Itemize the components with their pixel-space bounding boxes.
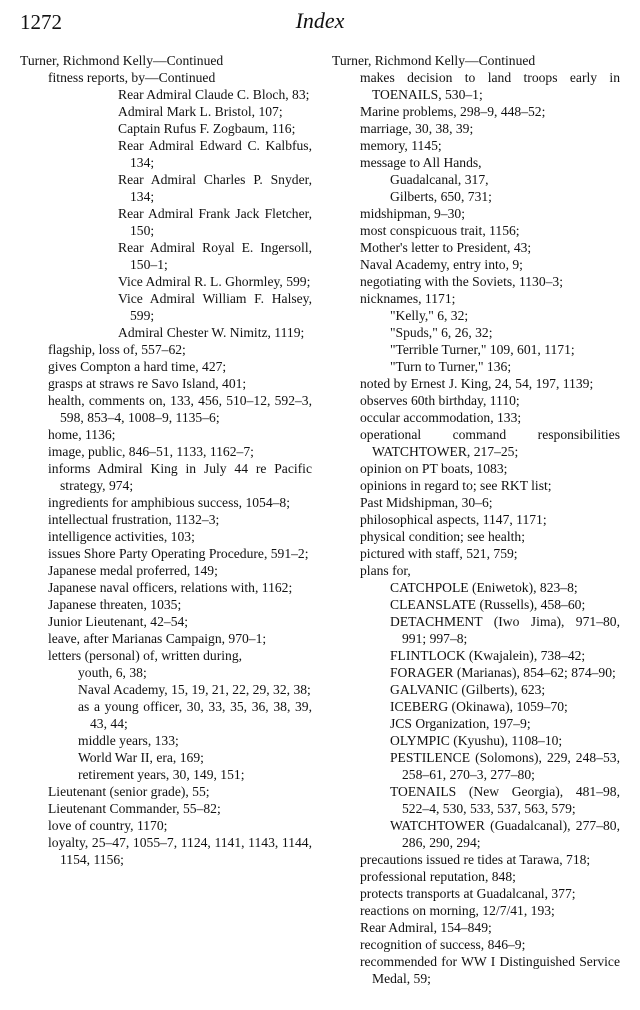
index-entry: reactions on morning, 12/7/41, 193; <box>360 903 555 918</box>
page-number: 1272 <box>20 10 62 34</box>
index-entry: Rear Admiral Edward C. Kalbfus, 134; <box>118 138 312 170</box>
index-entry: "Turn to Turner," 136; <box>390 359 512 374</box>
index-entry: Admiral Mark L. Bristol, 107; <box>118 104 283 119</box>
index-entry: GALVANIC (Gilberts), 623; <box>390 682 546 697</box>
index-entry: negotiating with the Soviets, 1130–3; <box>360 274 564 289</box>
index-entry: DETACHMENT (Iwo Jima), 971–80, 991; 997–8; <box>390 614 620 646</box>
index-entry: Vice Admiral William F. Halsey, 599; <box>118 291 312 323</box>
index-entry: World War II, era, 169; <box>78 750 204 765</box>
index-entry: opinions in regard to; see RKT list; <box>360 478 552 493</box>
index-entry: WATCHTOWER (Guadalcanal), 277–80, 286, 290, 294; <box>390 818 620 850</box>
index-entry: plans for, <box>360 563 411 578</box>
index-entry: love of country, 1170; <box>48 818 168 833</box>
index-entry: grasps at straws re Savo Island, 401; <box>48 376 247 391</box>
index-entry: Admiral Chester W. Nimitz, 1119; <box>118 325 305 340</box>
index-entry: OLYMPIC (Kyushu), 1108–10; <box>390 733 563 748</box>
index-entry: observes 60th birthday, 1110; <box>360 393 520 408</box>
index-entry: "Terrible Turner," 109, 601, 1171; <box>390 342 575 357</box>
index-column-left <box>20 52 312 868</box>
index-entries <box>332 69 620 987</box>
index-entry: Japanese medal proferred, 149; <box>48 563 218 578</box>
index-entry: memory, 1145; <box>360 138 442 153</box>
index-entry: makes decision to land troops early in TOENAILS, 530–1; <box>360 70 620 102</box>
index-entry: noted by Ernest J. King, 24, 54, 197, 1139; <box>360 376 594 391</box>
index-entry: Rear Admiral Frank Jack Fletcher, 150; <box>118 206 312 238</box>
index-entry: gives Compton a hard time, 427; <box>48 359 227 374</box>
index-entry: marriage, 30, 38, 39; <box>360 121 474 136</box>
index-entry: youth, 6, 38; <box>78 665 147 680</box>
index-entry: letters (personal) of, written during, <box>48 648 243 663</box>
index-entry: informs Admiral King in July 44 re Pacific strategy, 974; <box>48 461 312 493</box>
index-entry: Naval Academy, entry into, 9; <box>360 257 523 272</box>
index-entry: pictured with staff, 521, 759; <box>360 546 518 561</box>
index-entry: PESTILENCE (Solomons), 229, 248–53, 258–61, 270–3, 277–80; <box>390 750 620 782</box>
index-entry: Mother's letter to President, 43; <box>360 240 532 255</box>
index-entry: occular accommodation, 133; <box>360 410 522 425</box>
index-heading: Turner, Richmond Kelly—Continued <box>332 53 536 68</box>
index-entry: Lieutenant Commander, 55–82; <box>48 801 221 816</box>
index-entry: Junior Lieutenant, 42–54; <box>48 614 189 629</box>
index-entry: Rear Admiral Charles P. Snyder, 134; <box>118 172 312 204</box>
index-entry: as a young officer, 30, 33, 35, 36, 38, 39, 43, 44; <box>78 699 312 731</box>
index-entry: nicknames, 1171; <box>360 291 456 306</box>
index-entry: midshipman, 9–30; <box>360 206 465 221</box>
index-entry: loyalty, 25–47, 1055–7, 1124, 1141, 1143, 1144, 1154, 1156; <box>48 835 312 867</box>
index-entry: professional reputation, 848; <box>360 869 516 884</box>
index-entry: ICEBERG (Okinawa), 1059–70; <box>390 699 568 714</box>
index-entry: Guadalcanal, 317, <box>390 172 489 187</box>
index-entry: middle years, 133; <box>78 733 179 748</box>
index-entry: intellectual frustration, 1132–3; <box>48 512 220 527</box>
index-entry: philosophical aspects, 1147, 1171; <box>360 512 547 527</box>
index-entry: FORAGER (Marianas), 854–62; 874–90; <box>390 665 616 680</box>
running-head: Index <box>295 8 345 33</box>
index-entry: intelligence activities, 103; <box>48 529 195 544</box>
index-entry: protects transports at Guadalcanal, 377; <box>360 886 576 901</box>
index-entry: Japanese naval officers, relations with, 1162; <box>48 580 293 595</box>
index-entry: CLEANSLATE (Russells), 458–60; <box>390 597 586 612</box>
index-entry: Gilberts, 650, 731; <box>390 189 492 204</box>
index-column-right <box>332 52 620 987</box>
index-entry: physical condition; see health; <box>360 529 525 544</box>
index-entry: Captain Rufus F. Zogbaum, 116; <box>118 121 296 136</box>
index-entry: "Kelly," 6, 32; <box>390 308 469 323</box>
index-entry: issues Shore Party Operating Procedure, 591–2; <box>48 546 309 561</box>
index-entry: flagship, loss of, 557–62; <box>48 342 186 357</box>
index-entry: opinion on PT boats, 1083; <box>360 461 508 476</box>
index-entry: Past Midshipman, 30–6; <box>360 495 493 510</box>
index-entry: Marine problems, 298–9, 448–52; <box>360 104 546 119</box>
index-entry: ingredients for amphibious success, 1054–8; <box>48 495 291 510</box>
index-entry: home, 1136; <box>48 427 116 442</box>
index-entry: retirement years, 30, 149, 151; <box>78 767 245 782</box>
index-entry: Japanese threaten, 1035; <box>48 597 182 612</box>
index-entry: Rear Admiral Claude C. Bloch, 83; <box>118 87 310 102</box>
index-heading: Turner, Richmond Kelly—Continued <box>20 53 224 68</box>
index-entry: recommended for WW I Distinguished Service Medal, 59; <box>360 954 620 986</box>
index-entry: Vice Admiral R. L. Ghormley, 599; <box>118 274 311 289</box>
index-entry: Rear Admiral Royal E. Ingersoll, 150–1; <box>118 240 312 272</box>
index-entry: precautions issued re tides at Tarawa, 718; <box>360 852 591 867</box>
index-entry: fitness reports, by—Continued <box>48 70 216 85</box>
index-entry: leave, after Marianas Campaign, 970–1; <box>48 631 267 646</box>
index-entry: JCS Organization, 197–9; <box>390 716 531 731</box>
index-entry: "Spuds," 6, 26, 32; <box>390 325 493 340</box>
index-entry: most conspicuous trait, 1156; <box>360 223 520 238</box>
index-entry: Lieutenant (senior grade), 55; <box>48 784 210 799</box>
index-entry: message to All Hands, <box>360 155 482 170</box>
index-entry: operational command responsibilities WATCHTOWER, 217–25; <box>360 427 620 459</box>
index-entry: CATCHPOLE (Eniwetok), 823–8; <box>390 580 578 595</box>
index-entry: health, comments on, 133, 456, 510–12, 592–3, 598, 853–4, 1008–9, 1135–6; <box>48 393 312 425</box>
index-entry: recognition of success, 846–9; <box>360 937 526 952</box>
index-entry: FLINTLOCK (Kwajalein), 738–42; <box>390 648 586 663</box>
index-entry: image, public, 846–51, 1133, 1162–7; <box>48 444 254 459</box>
index-entry: Rear Admiral, 154–849; <box>360 920 492 935</box>
index-entry: TOENAILS (New Georgia), 481–98, 522–4, 530, 533, 537, 563, 579; <box>390 784 620 816</box>
index-entry: Naval Academy, 15, 19, 21, 22, 29, 32, 38; <box>78 682 311 697</box>
index-entries <box>20 69 312 868</box>
